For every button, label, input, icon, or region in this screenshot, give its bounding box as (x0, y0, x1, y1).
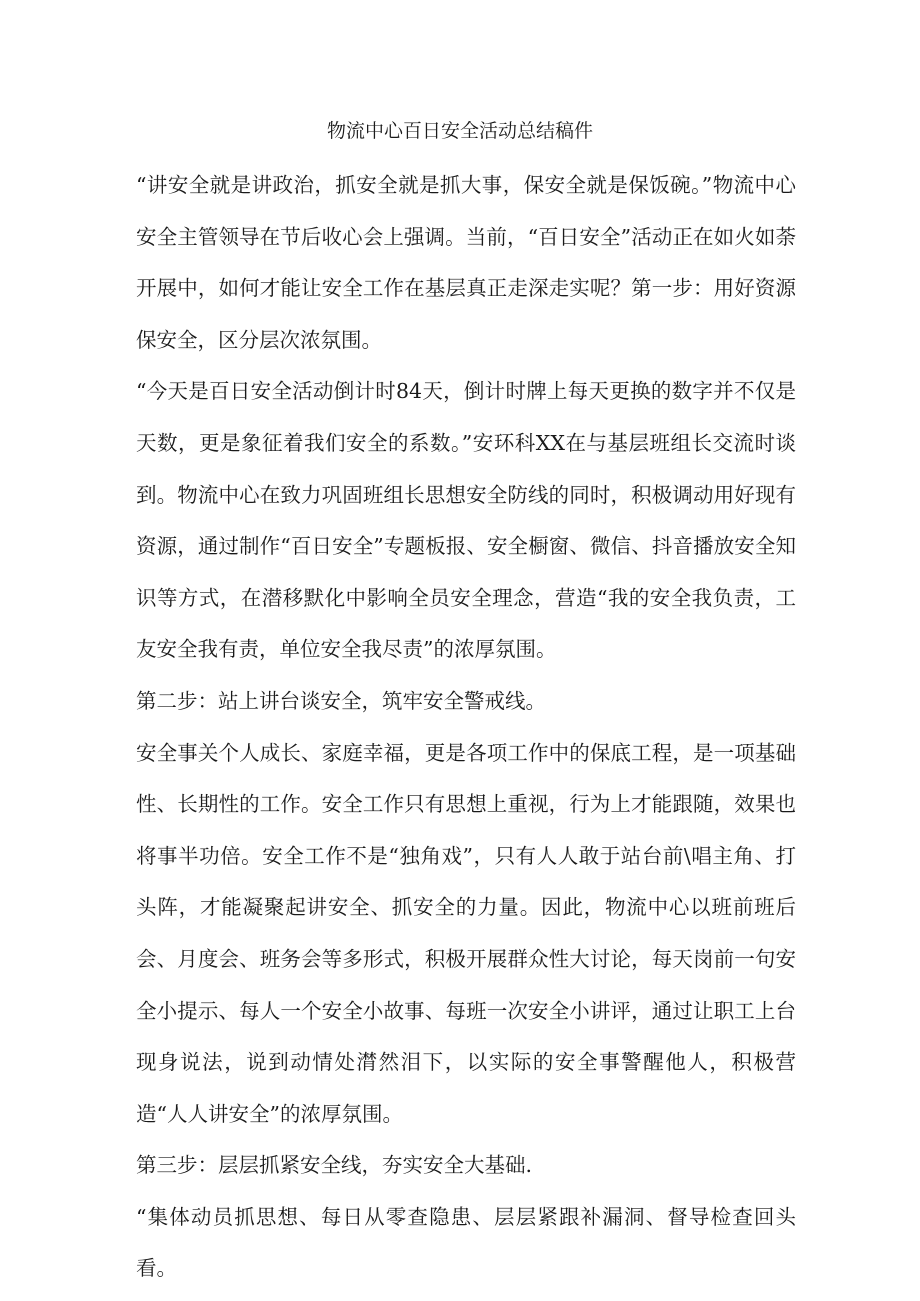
document-body (136, 160, 796, 1295)
paragraph-2: “今天是百日安全活动倒计时84天，倒计时牌上每天更换的数字并不仅是天数，更是象征着我们安全的系数。”安环科XX在与基层班组长交流时谈到。物流中心在致力巩固班组长思想安全防线的同时，积极调动用好现有资源，通过制作“百日安全”专题板报、安全橱窗、微信、抖音播放安全知识等方式，在潜移默化中影响全员安全理念，营造“我的安全我负责，工友安全我有责，单位安全我尽责”的浓厚氛围。 (136, 379, 796, 662)
paragraph-3: 安全事关个人成长、家庭幸福，更是各项工作中的保底工程，是一项基础性、长期性的工作。安全工作只有思想上重视，行为上才能跟随，效果也将事半功倍。安全工作不是“独角戏”，只有人人敢于站台前\唱主角、打头阵，才能凝聚起讲安全、抓安全的力量。因此，物流中心以班前班后会、月度会、班务会等多形式，积极开展群众性大讨论，每天岗前一句安全小提示、每人一个安全小故事、每班一次安全小讲评，通过让职工上台现身说法，说到动情处潸然泪下，以实际的安全事警醒他人，积极营造“人人讲安全”的浓厚氛围。 (136, 740, 796, 1126)
document-title: 物流中心百日安全活动总结稿件 (326, 120, 593, 142)
step-three-heading: 第三步：层层抓紧安全线，夯实安全大基础. (136, 1153, 533, 1178)
paragraph-4: “集体动员抓思想、每日从零查隐患、层层紧跟补漏洞、督导检查回头看。 (136, 1204, 796, 1281)
step-two-heading: 第二步：站上讲台谈安全，筑牢安全警戒线。 (136, 688, 546, 713)
paragraph-1: “讲安全就是讲政治，抓安全就是抓大事，保安全就是保饭碗。”物流中心安全主管领导在节后收心会上强调。当前，“百日安全”活动正在如火如荼开展中，如何才能让安全工作在基层真正走深走实呢？第一步：用好资源保安全，区分层次浓氛围。 (136, 173, 796, 352)
